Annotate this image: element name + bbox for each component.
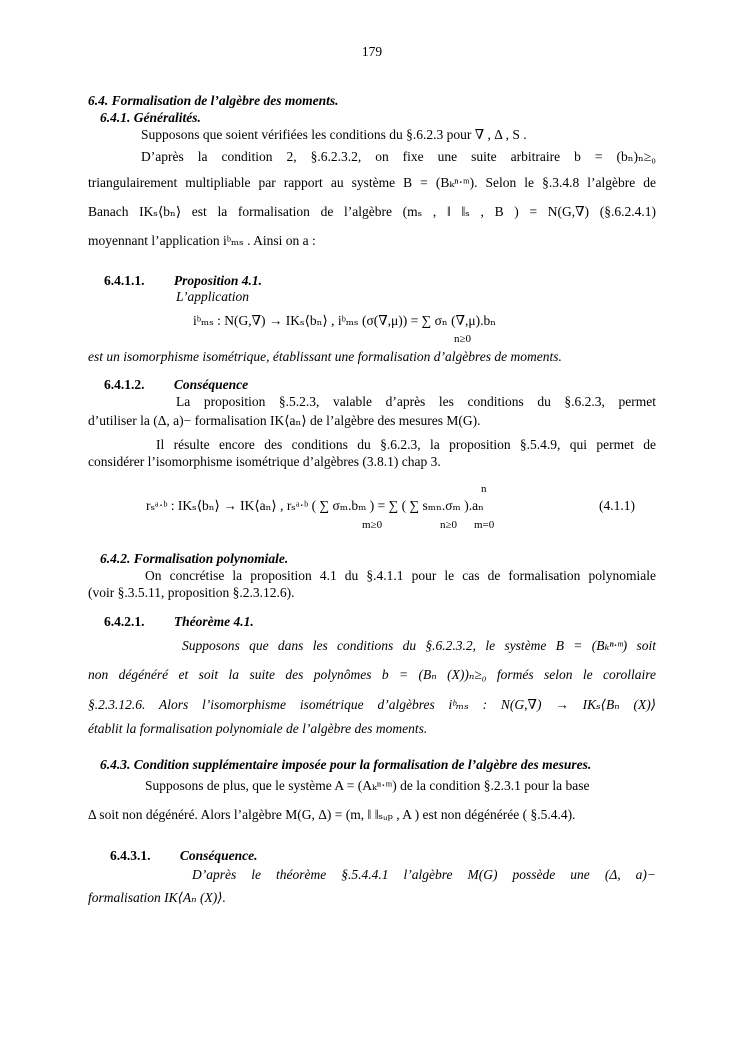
section-title: Formalisation polynomiale. (133, 551, 289, 566)
paragraph-line: Δ soit non dégénéré. Alors l’algèbre M(G, Δ) = (m, ‖ ‖ₛᵤₚ , A ) est non dégénérée ( §.5.4.4). (88, 807, 576, 822)
paragraph-line: La proposition §.5.2.3, valable d’après les conditions du §.6.2.3, permet (176, 394, 656, 409)
theorem-title: Théorème 4.1. (173, 614, 254, 629)
paragraph-line: Il résulte encore des conditions du §.6.2.3, la proposition §.5.4.9, qui permet de (156, 437, 656, 452)
paragraph-line: triangulairement multipliable par rapport au système B = (Bₖⁿ·ᵐ). Selon le §.3.4.8 l’algèbre de (88, 175, 656, 190)
section-number: 6.4.2. (100, 551, 131, 566)
proposition-intro: L’application (176, 289, 249, 304)
proposition-number: 6.4.1.1. (104, 273, 145, 288)
paragraph-line: (voir §.3.5.11, proposition §.2.3.12.6). (88, 585, 295, 600)
theorem-line: §.2.3.12.6. Alors l’isomorphisme isométrique d’algèbres iᵇₘₛ : N(G,∇) → IKₛ⟨Bₙ (X)⟩ (88, 697, 656, 712)
formula-superscript: n (481, 483, 487, 495)
section-6-4-heading (88, 92, 656, 109)
paragraph-line: considérer l’isomorphisme isométrique d’algèbres (3.8.1) chap 3. (88, 454, 441, 469)
section-6-4-2-heading (100, 550, 668, 567)
section-number: 6.4.1. (100, 110, 131, 125)
consequence-number: 6.4.1.2. (104, 377, 145, 392)
consequence-number: 6.4.3.1. (110, 848, 151, 863)
paragraph-line: On concrétise la proposition 4.1 du §.4.1.1 pour le cas de formalisation polynomiale (145, 568, 656, 583)
proposition-conclusion: est un isomorphisme isométrique, établissant une formalisation d’algèbres de moments. (88, 349, 562, 364)
paragraph-line: Supposons de plus, que le système A = (Aₖⁿ·ᵐ) de la condition §.2.3.1 pour la base (145, 778, 590, 793)
section-title: Condition supplémentaire imposée pour la formalisation de l’algèbre des mesures. (133, 757, 592, 772)
proposition-title: Proposition 4.1. (173, 273, 263, 288)
formula-subscript: n≥0 (454, 333, 472, 345)
section-title: Formalisation de l’algèbre des moments. (111, 93, 339, 108)
consequence-line: D’après le théorème §.5.4.4.1 l’algèbre M(G) possède une (Δ, a)− (192, 867, 656, 882)
section-title: Généralités. (133, 110, 201, 125)
consequence-title: Conséquence (173, 377, 249, 392)
consequence-line: formalisation IK⟨Aₙ (X)⟩. (88, 890, 226, 905)
paragraph-line: D’après la condition 2, §.6.2.3.2, on fixe une suite arbitraire b = (bₙ)ₙ≥₀ (141, 149, 656, 164)
paragraph-line: Supposons que soient vérifiées les conditions du §.6.2.3 pour ∇ , Δ , S . (141, 127, 527, 142)
paragraph-line: d’utiliser la (Δ, a)− formalisation IK⟨aₙ⟩ de l’algèbre des mesures M(G). (88, 413, 481, 428)
equation-number: (4.1.1) (599, 498, 635, 513)
paragraph-line: Banach IKₛ⟨bₙ⟩ est la formalisation de l’algèbre (mₛ , ‖ ‖ₛ , B ) = N(G,∇) (§.6.2.4.1) (88, 204, 656, 219)
formula-4-1-1: rₛᵃ·ᵇ : IKₛ⟨bₙ⟩ → IK⟨aₙ⟩ , rₛᵃ·ᵇ ( ∑ σₘ.bₘ ) = ∑ ( ∑ sₘₙ.σₘ ).aₙ (146, 498, 484, 513)
section-number: 6.4.3. (100, 757, 131, 772)
formula-subscript: m≥0 (362, 519, 383, 531)
formula-subscript: n≥0 (440, 519, 458, 531)
section-6-4-3-heading (100, 756, 668, 773)
paragraph-line: moyennant l’application iᵇₘₛ . Ainsi on a : (88, 233, 316, 248)
section-number: 6.4. (88, 93, 109, 108)
formula-subscript: m=0 (474, 519, 495, 531)
consequence-heading (104, 376, 672, 393)
proposition-heading (104, 272, 672, 289)
theorem-heading (104, 613, 672, 630)
formula-4-1: iᵇₘₛ : N(G,∇) → IKₛ⟨bₙ⟩ , iᵇₘₛ (σ(∇,μ)) = ∑ σₙ (∇,μ).bₙ (193, 313, 497, 328)
theorem-line: Supposons que dans les conditions du §.6.2.3.2, le système B = (Bₖⁿ·ᵐ) soit (182, 638, 656, 653)
consequence-heading (110, 847, 678, 864)
theorem-line: non dégénéré et soit la suite des polynômes b = (Bₙ (X))ₙ≥₀ formés selon le corollaire (88, 667, 656, 682)
section-6-4-1-heading (100, 109, 668, 126)
page-number: 179 (361, 44, 383, 59)
consequence-title: Conséquence. (179, 848, 258, 863)
theorem-number: 6.4.2.1. (104, 614, 145, 629)
theorem-line: établit la formalisation polynomiale de l’algèbre des moments. (88, 721, 428, 736)
